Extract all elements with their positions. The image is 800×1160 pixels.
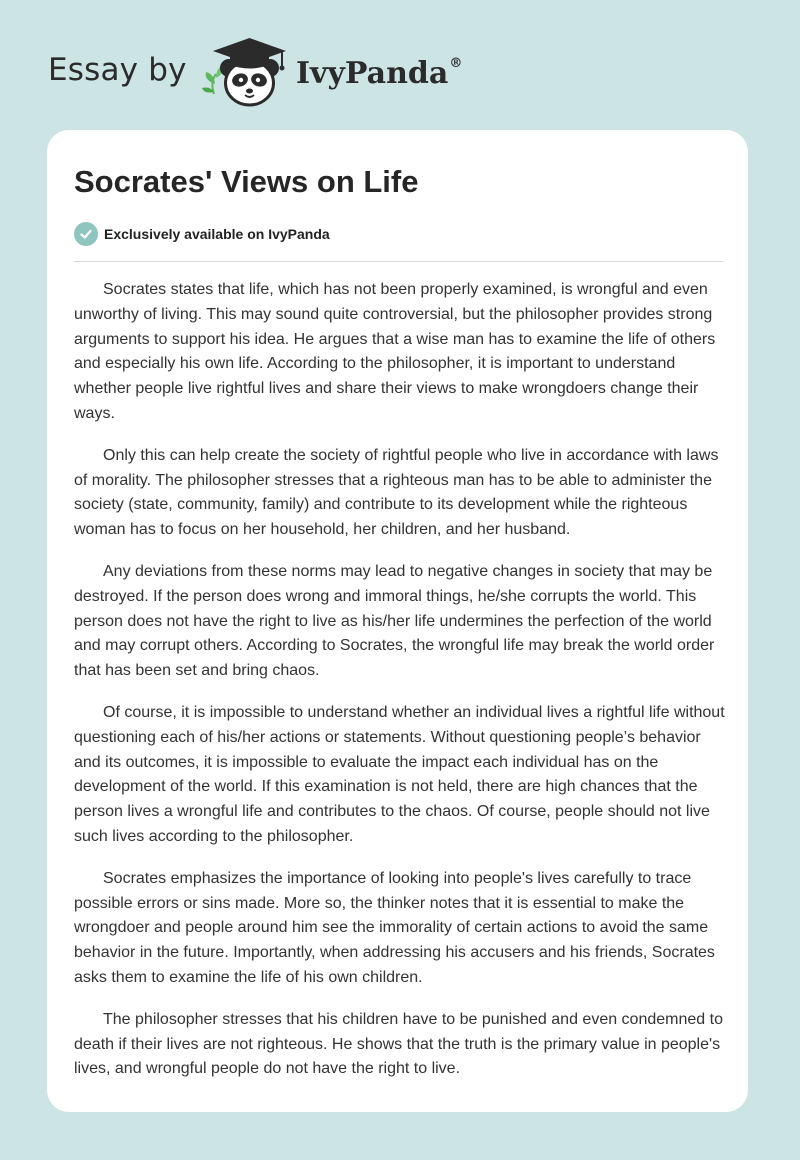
essay-by-label: Essay by [48,52,187,88]
paragraph: Socrates emphasizes the importance of looking into people's lives carefully to trace possible errors or sins made. More so, the thinker notes that it is essential to make the wrongdoer and people around him see the immorality of certain actions to avoid the same behavior in the future. Importantly, when addressing his accusers and his friends, Socrates asks them to examine the life of his own children. [74,869,715,986]
page-title: Socrates' Views on Life [74,164,419,199]
exclusive-badge-label: Exclusively available on IvyPanda [104,226,330,242]
paragraph: Of course, it is impossible to understand whether an individual lives a rightful life without questioning each of his/her actions or statements. Without questioning people’s behavior and its outcomes, it is impossible to evaluate the impact each individual has on the development of the world. If this examination is not held, there are high chances that the person lives a wrongful life and contributes to the chaos. Of course, people should not live such lives according to the philosopher. [74,703,725,845]
check-circle-icon [74,222,98,246]
essay-body [74,278,726,1099]
panda-logo-icon[interactable] [202,34,292,110]
site-header [0,0,800,130]
paragraph: Only this can help create the society of rightful people who live in accordance with laws of morality. The philosopher stresses that a righteous man has to be able to administer the society (state, community, family) and contribute to its development while the righteous woman has to focus on her household, her children, and her husband. [74,446,719,539]
exclusive-badge [74,222,330,246]
essay-card [47,130,748,1112]
paragraph: Any deviations from these norms may lead to negative changes in society that may be destroyed. If the person does wrong and immoral things, he/she corrupts the world. This person does not have the right to live as his/her life undermines the perfection of the world and may corrupt others. According to Socrates, the wrongful life may break the world order that has been set and bring chaos. [74,562,715,680]
paragraph: The philosopher stresses that his children have to be punished and even condemned to death if their lives are not righteous. He shows that the truth is the primary value in people's lives, and wrongful people do not have the right to live. [74,1010,723,1078]
paragraph: Socrates states that life, which has not been properly examined, is wrongful and even unworthy of living. This may sound quite controversial, but the philosopher provides strong arguments to support his idea. He argues that a wise man has to examine the life of others and especially his own life. According to the philosopher, it is important to understand whether people live rightful lives and share their views to make wrongdoers change their ways. [74,281,716,422]
divider [74,261,723,262]
brand-name[interactable]: IvyPanda® [296,56,463,91]
